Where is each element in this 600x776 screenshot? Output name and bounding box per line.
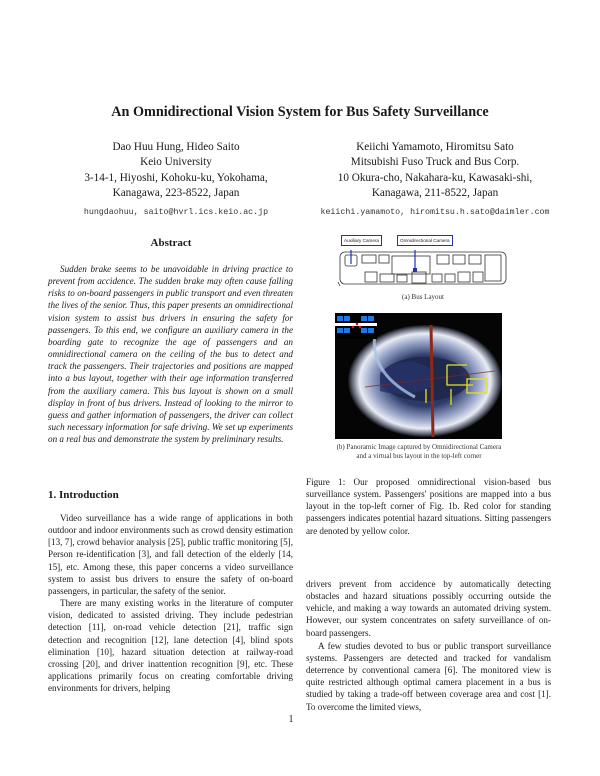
paragraph: Video surveillance has a wide range of applications in both outdoor and indoor environments such as crowd density estimation [13, 7], crowd behavior analysis [25], public traffic monitoring [5], Person re-identification [3], and fall detection of the elderly [14, 15], etc. Among these, this paper concerns a video surveillance system to assist bus drivers to ensure the safety of on-board passengers, in particular, the safety of the senior.	[48, 513, 293, 596]
auxiliary-camera-label: Auxiliary Camera	[341, 235, 382, 246]
author-address: 10 Okura-cho, Nakahara-ku, Kawasaki-shi,	[337, 171, 533, 184]
page-number: 1	[288, 714, 294, 725]
virtual-bus-layout-inset	[335, 313, 377, 339]
author-affiliation: Keio University	[140, 156, 212, 169]
omnidirectional-camera-label: Omnidirectional Camera	[397, 235, 453, 246]
author-email: hungdaohuu, saito@hvrl.ics.keio.ac.jp	[83, 207, 269, 217]
bus-layout-diagram	[337, 250, 509, 288]
omnidirectional-image	[335, 313, 502, 439]
panoramic-image	[335, 313, 502, 439]
author-names: Dao Huu Hung, Hideo Saito	[112, 141, 240, 153]
author-address: Kanagawa, 223-8522, Japan	[112, 187, 240, 200]
author-address: Kanagawa, 211-8522, Japan	[371, 187, 499, 200]
abstract-text: Sudden brake seems to be unavoidable in driving practice to prevent from accidence. The sudden brake may often cause falling risks to on-board passengers in public transport and even threaten the lives of the senior. Thus, this paper presents an omnidirectional vision system to assist bus drivers in ensuring the safety for passengers. To this end, we configure an auxiliary camera in the boarding gate to recognize the age of passengers and an omnidirectional camera on the ceiling of the bus to detect and track the passengers. Their trajectories and positions are mapped into a bus layout, together with their age information transferred from the auxiliary camera. This bus layout is shown on a small display in front of bus drivers. Instead of looking to the mirror to guess and gather information of passengers, the driver can collect such necessary information for safe driving. We set up experiments on a real bus and demonstrate the system by preliminary results.	[48, 264, 293, 445]
section-heading-introduction: 1. Introduction	[48, 489, 119, 501]
paragraph: There are many existing works in the literature of computer vision, dedicated to assisted driving. They include pedestrian detection [11], on-road vehicle detection [21], traffic sign detection and recognition [12], lane detection [4], blind spots elimination [10], hazard situation detection at railway-road crossing [20], and driver inattention recognition [9], etc. These applications primarily focus on creating comfortable driving environments for drivers, helping	[48, 598, 293, 694]
paragraph: drivers prevent from accidence by automatically detecting obstacles and hazard situations possibly occurring outside the vehicle, and making a way towards an automated driving system. However, our system concentrates on safety surveillance of on-board passengers.	[306, 579, 551, 638]
paragraph: A few studies devoted to bus or public transport surveillance systems. Passengers are detected and tracked for vandalism deterrence by conventional camera [6]. The monitored view is quite restricted although optimal camera placement in a bus is studied by taking a trade-off between coverage area and cost [1]. To overcome the limited views,	[306, 640, 551, 712]
author-block-2	[300, 140, 570, 220]
subcaption-a: (a) Bus Layout	[402, 293, 444, 301]
abstract-heading: Abstract	[150, 237, 192, 249]
introduction-continued	[306, 578, 551, 713]
author-address: 3-14-1, Hiyoshi, Kohoku-ku, Yokohama,	[84, 171, 268, 184]
author-names: Keiichi Yamamoto, Hiromitsu Sato	[356, 141, 514, 153]
subcaption-b: (b) Panoramic Image captured by Omnidirectional Camera and a virtual bus layout in the top-left corner	[336, 443, 502, 460]
author-block-1	[52, 140, 300, 220]
author-affiliation: Mitsubishi Fuso Truck and Bus Corp.	[350, 156, 520, 169]
introduction-body	[48, 512, 293, 694]
figure-caption: Figure 1: Our proposed omnidirectional vision-based bus surveillance system. Passengers' positions are mapped into a bus layout in the top-left corner of Fig. 1b. Red color for standing passengers indicates potential hazard situations. Sitting passengers are denoted by yellow color.	[306, 477, 551, 536]
author-email: keiichi.yamamoto, hiromitsu.h.sato@daimler.com	[320, 207, 550, 217]
paper-title: An Omnidirectional Vision System for Bus Safety Surveillance	[111, 104, 489, 120]
